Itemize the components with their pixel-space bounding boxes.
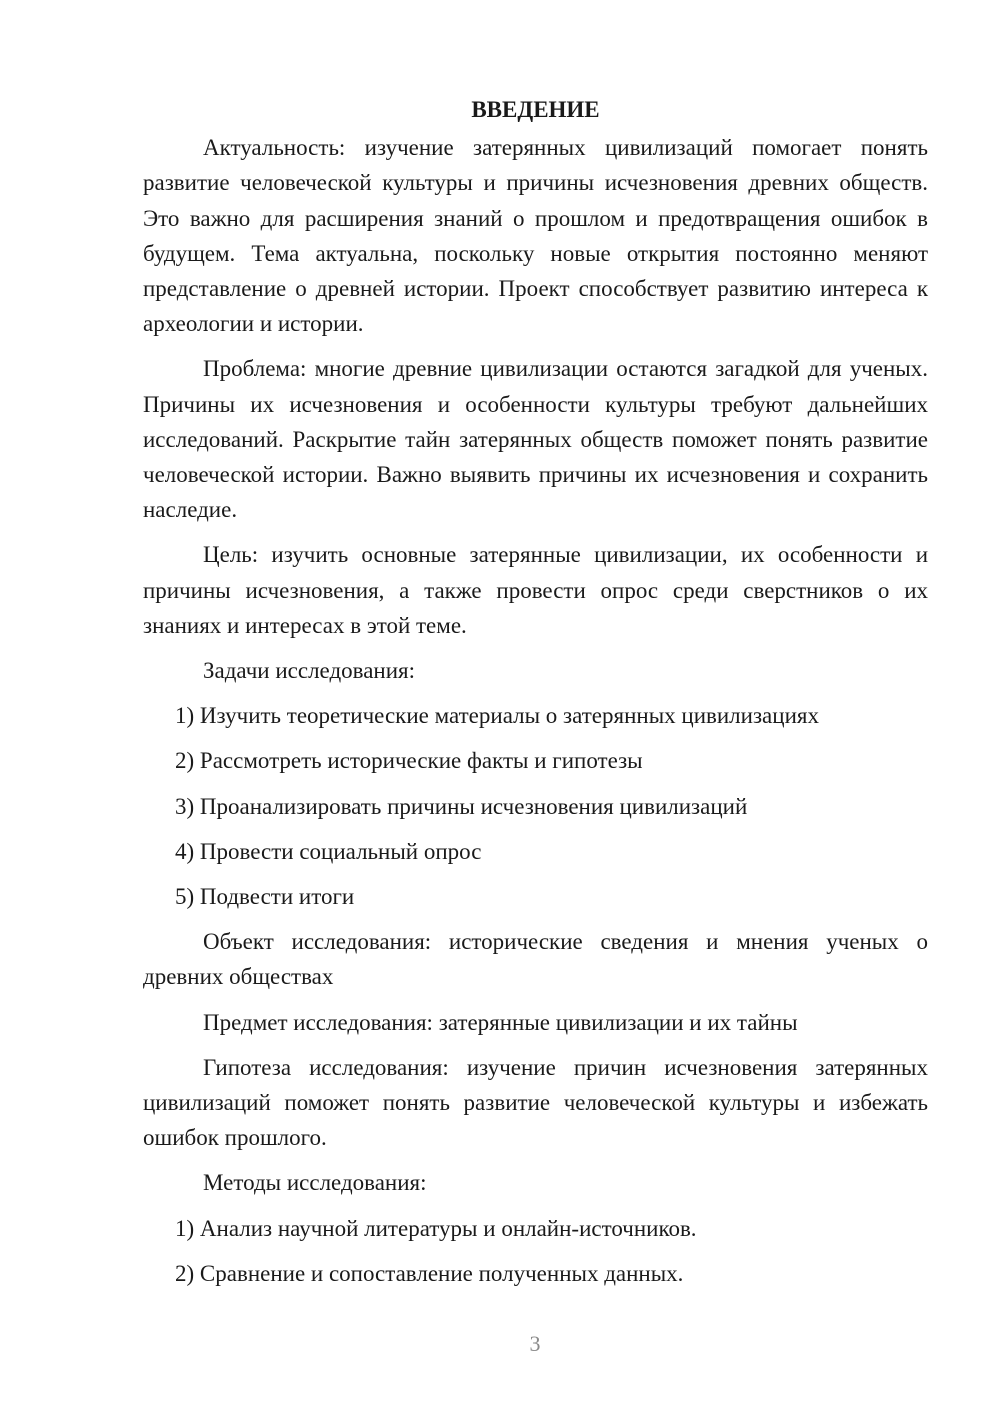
section-heading: ВВЕДЕНИЕ [471, 97, 600, 122]
object-paragraph: Объект исследования: исторические сведения и мнения ученых о древних обществах [143, 929, 928, 990]
task-item: 2) Рассмотреть исторические факты и гипотезы [175, 748, 643, 774]
problem-paragraph: Проблема: многие древние цивилизации остаются загадкой для ученых. Причины их исчезновения и особенности культуры требуют дальнейших исследований. Раскрытие тайн затерянных обществ поможет понять развитие человеческой истории. Важно выявить причины их исчезновения и сохранить наследие. [143, 356, 928, 523]
page-number: 3 [529, 1331, 541, 1356]
methods-title: Методы исследования: [203, 1170, 427, 1196]
tasks-list [143, 698, 928, 914]
task-item: 3) Проанализировать причины исчезновения цивилизаций [175, 793, 748, 819]
goal-paragraph: Цель: изучить основные затерянные цивилизации, их особенности и причины исчезновения, а также провести опрос среди сверстников о их знаниях и интересах в этой теме. [143, 542, 928, 638]
methods-list [143, 1211, 928, 1291]
relevance-paragraph: Актуальность: изучение затерянных цивилизаций помогает понять развитие человеческой культуры и причины исчезновения древних обществ. Это важно для расширения знаний о прошлом и предотвращения ошибок в будущем. Тема актуальна, поскольку новые открытия постоянно меняют представление о древней истории. Проект способствует развитию интереса к археологии и истории. [143, 135, 928, 337]
hypothesis-paragraph: Гипотеза исследования: изучение причин исчезновения затерянных цивилизаций поможет понять развитие человеческой культуры и избежать ошибок прошлого. [143, 1054, 928, 1151]
method-item: 1) Анализ научной литературы и онлайн-источников. [175, 1215, 697, 1241]
task-item: 4) Провести социальный опрос [175, 838, 482, 864]
task-item: 5) Подвести итоги [175, 884, 355, 910]
method-item: 2) Сравнение и сопоставление полученных данных. [175, 1260, 684, 1286]
document-page [143, 92, 928, 1301]
task-item: 1) Изучить теоретические материалы о затерянных цивилизациях [175, 703, 819, 729]
tasks-title: Задачи исследования: [203, 658, 416, 684]
subject-paragraph: Предмет исследования: затерянные цивилизации и их тайны [203, 1009, 798, 1035]
